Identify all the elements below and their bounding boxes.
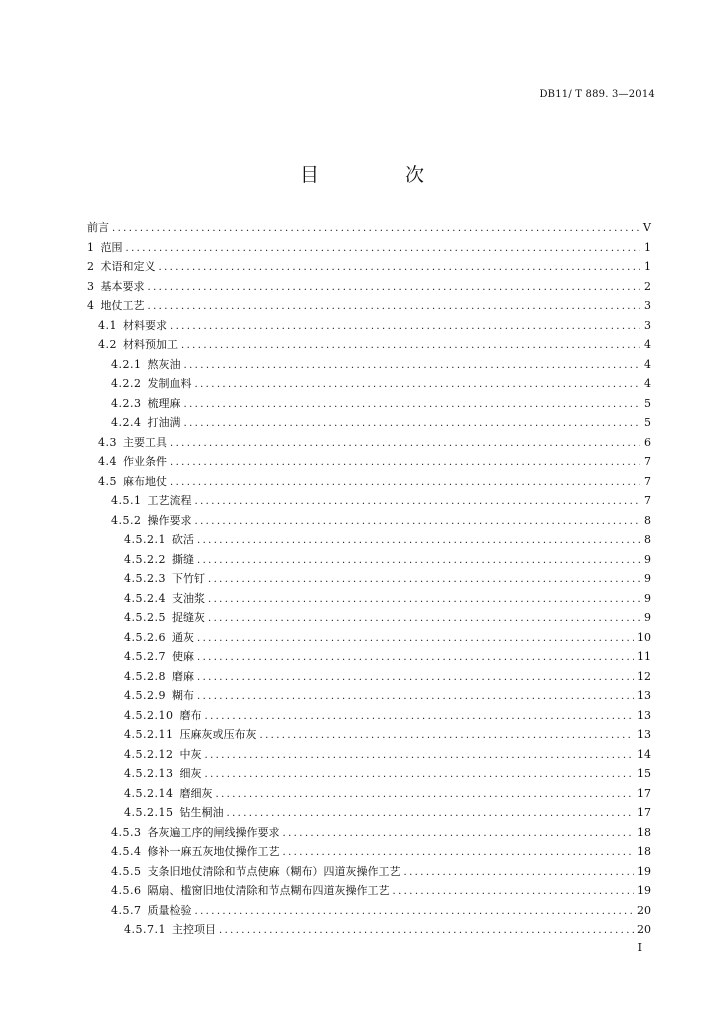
toc-leader-dots bbox=[148, 297, 641, 317]
toc-entry-page: 3 bbox=[644, 299, 651, 312]
toc-entry-title: 中灰 bbox=[179, 747, 202, 761]
toc-entry-page: 12 bbox=[637, 669, 651, 683]
toc-entry-title: 细灰 bbox=[179, 767, 202, 780]
toc-entry-title: 通灰 bbox=[171, 630, 194, 644]
toc-entry-page: 5 bbox=[644, 396, 651, 410]
toc-entry-title: 磨麻 bbox=[171, 669, 194, 683]
toc-entry-number: 4 bbox=[87, 299, 95, 312]
toc-entry-number: 4.5.6 bbox=[111, 884, 142, 897]
toc-leader-dots bbox=[215, 785, 634, 805]
toc-entry-title: 隔扇、槛窗旧地仗清除和节点糊布四道灰操作工艺 bbox=[147, 884, 390, 897]
toc-leader-dots bbox=[197, 648, 634, 668]
toc-entry-page: 11 bbox=[637, 650, 651, 663]
toc-entry[interactable] bbox=[87, 784, 651, 804]
toc-entry[interactable] bbox=[87, 511, 651, 531]
toc-entry-page: 6 bbox=[644, 435, 651, 449]
toc-leader-dots bbox=[195, 492, 641, 512]
toc-entry[interactable] bbox=[87, 745, 651, 765]
toc-entry-page: 7 bbox=[644, 455, 651, 468]
toc-entry-number: 4.5.2.2 bbox=[124, 552, 166, 566]
toc-entry-title: 支条旧地仗清除和节点使麻（糊布）四道灰操作工艺 bbox=[147, 864, 401, 878]
toc-entry-title: 前言 bbox=[87, 221, 109, 234]
toc-entry-title: 操作要求 bbox=[147, 513, 192, 527]
toc-leader-dots bbox=[283, 843, 635, 863]
toc-entry-title: 下竹钉 bbox=[171, 572, 205, 585]
toc-entry-title: 修补一麻五灰地仗操作工艺 bbox=[147, 845, 280, 858]
toc-entry-page: 7 bbox=[644, 474, 651, 488]
toc-entry-page: 9 bbox=[644, 611, 651, 624]
toc-entry-page: 4 bbox=[644, 357, 651, 371]
toc-entry-page: 13 bbox=[637, 708, 651, 722]
toc-entry-title: 主控项目 bbox=[171, 923, 216, 936]
toc-entry-page: 1 bbox=[644, 260, 651, 273]
toc-entry[interactable] bbox=[87, 355, 651, 375]
toc-entry-title: 磨细灰 bbox=[179, 786, 213, 800]
toc-entry-number: 4.3 bbox=[98, 435, 117, 449]
toc-leader-dots bbox=[393, 882, 635, 902]
toc-entry[interactable] bbox=[87, 803, 651, 823]
toc-entry-number: 2 bbox=[87, 260, 95, 273]
toc-entry-number: 4.5.1 bbox=[111, 494, 142, 507]
toc-leader-dots bbox=[226, 804, 634, 824]
toc-entry-number: 4.5.2.7 bbox=[124, 650, 166, 663]
toc-leader-dots bbox=[219, 921, 634, 941]
table-of-contents bbox=[87, 218, 651, 940]
toc-entry-title: 质量检验 bbox=[147, 903, 192, 917]
toc-entry[interactable] bbox=[87, 842, 651, 862]
toc-entry-page: 7 bbox=[644, 494, 651, 507]
toc-entry-number: 4.1 bbox=[98, 318, 117, 332]
toc-leader-dots bbox=[195, 512, 641, 532]
toc-entry[interactable] bbox=[87, 472, 651, 492]
toc-entry[interactable] bbox=[87, 218, 651, 238]
toc-entry[interactable] bbox=[87, 686, 651, 706]
toc-entry-number: 4.5.5 bbox=[111, 864, 142, 878]
toc-entry-title: 地仗工艺 bbox=[100, 299, 145, 312]
toc-leader-dots bbox=[208, 590, 640, 610]
toc-entry[interactable] bbox=[87, 764, 651, 784]
toc-entry-title: 捉缝灰 bbox=[171, 611, 205, 624]
toc-entry[interactable] bbox=[87, 296, 651, 316]
toc-leader-dots bbox=[170, 434, 640, 454]
toc-entry-number: 4.5.2.6 bbox=[124, 630, 166, 644]
toc-entry-page: 13 bbox=[637, 689, 651, 702]
toc-leader-dots bbox=[184, 414, 641, 434]
toc-leader-dots bbox=[170, 453, 640, 473]
toc-entry-number: 4.5.7 bbox=[111, 903, 142, 917]
toc-entry-title: 熬灰油 bbox=[147, 357, 181, 371]
toc-entry-title: 支油浆 bbox=[171, 591, 205, 605]
toc-entry-number: 1 bbox=[87, 240, 95, 254]
toc-entry-title: 材料预加工 bbox=[123, 338, 178, 351]
toc-entry-number: 4.2.2 bbox=[111, 377, 142, 390]
toc-entry[interactable] bbox=[87, 920, 651, 940]
toc-entry-number: 4.5.4 bbox=[111, 845, 142, 858]
toc-entry-number: 4.5.2.15 bbox=[124, 806, 174, 819]
toc-entry-page: 1 bbox=[644, 240, 651, 254]
toc-leader-dots bbox=[208, 570, 640, 590]
toc-entry-page: 20 bbox=[637, 923, 651, 936]
toc-entry[interactable] bbox=[87, 433, 651, 453]
toc-entry[interactable] bbox=[87, 569, 651, 589]
toc-entry-title: 基本要求 bbox=[100, 279, 145, 293]
toc-leader-dots bbox=[283, 824, 635, 844]
toc-entry-page: 2 bbox=[644, 279, 651, 293]
toc-entry-page: 20 bbox=[637, 903, 651, 917]
toc-entry-page: 10 bbox=[637, 630, 651, 644]
toc-leader-dots bbox=[181, 336, 640, 356]
toc-entry-number: 4.4 bbox=[98, 455, 117, 468]
page-number: I bbox=[637, 941, 642, 954]
toc-entry-title: 作业条件 bbox=[123, 455, 167, 468]
toc-entry-number: 4.5.3 bbox=[111, 825, 142, 839]
toc-entry[interactable] bbox=[87, 706, 651, 726]
toc-entry-number: 4.5.2.14 bbox=[124, 786, 174, 800]
toc-entry-page: 8 bbox=[644, 513, 651, 527]
toc-leader-dots bbox=[197, 551, 640, 571]
toc-entry[interactable] bbox=[87, 394, 651, 414]
toc-leader-dots bbox=[170, 317, 640, 337]
toc-entry-number: 4.5.2.9 bbox=[124, 689, 166, 702]
toc-entry-title: 范围 bbox=[100, 240, 123, 254]
toc-leader-dots bbox=[148, 278, 641, 298]
toc-entry[interactable] bbox=[87, 608, 651, 628]
toc-entry-page: 18 bbox=[637, 845, 651, 858]
toc-entry-number: 4.5.2.8 bbox=[124, 669, 166, 683]
toc-entry-page: 9 bbox=[644, 591, 651, 605]
toc-entry-number: 4.5.2.3 bbox=[124, 572, 166, 585]
toc-entry-title: 材料要求 bbox=[123, 318, 167, 332]
toc-entry[interactable] bbox=[87, 881, 651, 901]
toc-leader-dots bbox=[197, 668, 634, 688]
toc-entry[interactable] bbox=[87, 647, 651, 667]
toc-entry[interactable] bbox=[87, 823, 651, 843]
toc-entry-title: 压麻灰或压布灰 bbox=[179, 728, 257, 741]
toc-entry-number: 4.5.2.4 bbox=[124, 591, 166, 605]
toc-leader-dots bbox=[204, 765, 634, 785]
toc-leader-dots bbox=[208, 609, 640, 629]
toc-entry-page: 9 bbox=[644, 572, 651, 585]
toc-entry-number: 4.5 bbox=[98, 474, 117, 488]
toc-entry[interactable] bbox=[87, 374, 651, 394]
toc-entry-number: 3 bbox=[87, 279, 95, 293]
toc-entry-page: 15 bbox=[637, 767, 651, 780]
toc-entry-number: 4.2.1 bbox=[111, 357, 142, 371]
toc-entry-title: 麻布地仗 bbox=[123, 474, 167, 488]
toc-entry[interactable] bbox=[87, 725, 651, 745]
toc-entry-number: 4.2.4 bbox=[111, 416, 142, 429]
toc-entry-page: 4 bbox=[644, 338, 651, 351]
toc-entry-page: V bbox=[643, 221, 651, 234]
toc-entry-number: 4.2.3 bbox=[111, 396, 142, 410]
toc-entry[interactable] bbox=[87, 452, 651, 472]
toc-leader-dots bbox=[170, 473, 640, 493]
toc-entry-title: 打油满 bbox=[147, 416, 181, 429]
toc-entry-page: 4 bbox=[644, 377, 651, 390]
toc-entry-number: 4.5.2.13 bbox=[124, 767, 174, 780]
page-title: 目 次 bbox=[299, 164, 465, 186]
toc-entry-title: 糊布 bbox=[171, 689, 194, 702]
toc-entry[interactable] bbox=[87, 335, 651, 355]
toc-entry-title: 工艺流程 bbox=[147, 494, 192, 507]
standard-code: DB11/ T 889. 3—2014 bbox=[539, 89, 655, 100]
toc-entry-page: 5 bbox=[644, 416, 651, 429]
toc-entry-page: 14 bbox=[637, 747, 651, 761]
toc-entry-number: 4.5.7.1 bbox=[124, 923, 166, 936]
toc-entry-page: 3 bbox=[644, 318, 651, 332]
toc-leader-dots bbox=[112, 219, 640, 239]
toc-entry[interactable] bbox=[87, 530, 651, 550]
toc-entry-page: 19 bbox=[637, 884, 651, 897]
toc-entry-page: 9 bbox=[644, 552, 651, 566]
toc-entry-title: 撕缝 bbox=[171, 552, 194, 566]
toc-entry-title: 各灰遍工序的闸线操作要求 bbox=[147, 825, 280, 839]
toc-entry[interactable] bbox=[87, 628, 651, 648]
toc-leader-dots bbox=[259, 726, 634, 746]
toc-entry-page: 19 bbox=[637, 864, 651, 878]
toc-entry-title: 磨布 bbox=[179, 708, 202, 722]
toc-entry-title: 主要工具 bbox=[123, 435, 167, 449]
toc-leader-dots bbox=[204, 746, 634, 766]
toc-leader-dots bbox=[204, 707, 634, 727]
toc-entry-title: 术语和定义 bbox=[100, 260, 156, 273]
toc-entry-number: 4.5.2.1 bbox=[124, 533, 166, 546]
toc-entry-page: 18 bbox=[637, 825, 651, 839]
toc-leader-dots bbox=[126, 239, 641, 259]
toc-entry[interactable] bbox=[87, 277, 651, 297]
toc-entry-page: 17 bbox=[637, 806, 651, 819]
toc-entry-number: 4.5.2.11 bbox=[124, 728, 174, 741]
toc-entry-page: 8 bbox=[644, 533, 651, 546]
toc-leader-dots bbox=[184, 395, 641, 415]
toc-entry-number: 4.5.2.12 bbox=[124, 747, 174, 761]
toc-entry[interactable] bbox=[87, 491, 651, 511]
toc-leader-dots bbox=[195, 902, 635, 922]
toc-entry-title: 使麻 bbox=[171, 650, 194, 663]
toc-entry[interactable] bbox=[87, 667, 651, 687]
toc-entry[interactable] bbox=[87, 257, 651, 277]
toc-entry[interactable] bbox=[87, 862, 651, 882]
toc-entry-page: 17 bbox=[637, 786, 651, 800]
toc-entry-title: 钻生桐油 bbox=[179, 806, 224, 819]
toc-entry-page: 13 bbox=[637, 728, 651, 741]
toc-leader-dots bbox=[404, 863, 635, 883]
toc-leader-dots bbox=[197, 687, 634, 707]
toc-entry[interactable] bbox=[87, 901, 651, 921]
toc-entry-number: 4.2 bbox=[98, 338, 117, 351]
toc-entry[interactable] bbox=[87, 589, 651, 609]
toc-entry[interactable] bbox=[87, 316, 651, 336]
toc-entry-number: 4.5.2.10 bbox=[124, 708, 174, 722]
toc-entry[interactable] bbox=[87, 413, 651, 433]
toc-entry[interactable] bbox=[87, 550, 651, 570]
toc-leader-dots bbox=[195, 375, 641, 395]
toc-leader-dots bbox=[159, 258, 641, 278]
toc-leader-dots bbox=[197, 531, 640, 551]
toc-entry-number: 4.5.2.5 bbox=[124, 611, 166, 624]
toc-leader-dots bbox=[197, 629, 634, 649]
toc-entry-title: 砍活 bbox=[171, 533, 194, 546]
toc-entry[interactable] bbox=[87, 238, 651, 258]
toc-entry-title: 发制血料 bbox=[147, 377, 192, 390]
toc-entry-title: 梳理麻 bbox=[147, 396, 181, 410]
toc-entry-number: 4.5.2 bbox=[111, 513, 142, 527]
toc-leader-dots bbox=[184, 356, 641, 376]
